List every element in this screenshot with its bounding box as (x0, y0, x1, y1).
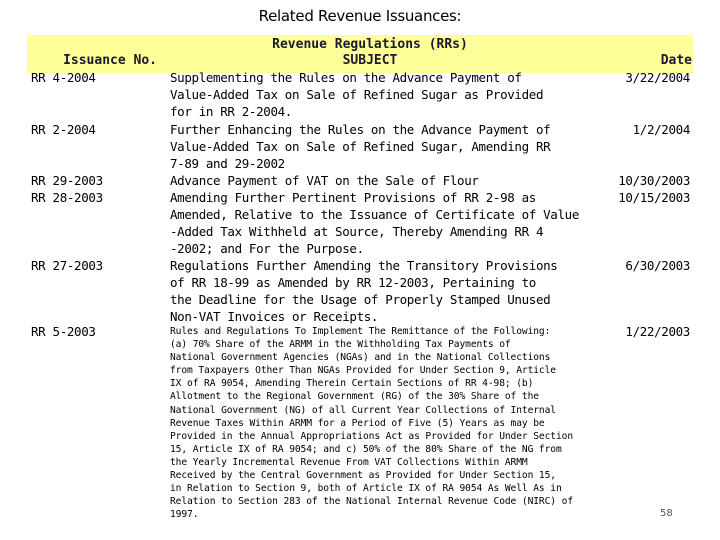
subject-line: Value-Added Tax on Sale of Refined Sugar, Amending RR (170, 139, 551, 154)
issuance-date: 3/22/2004 (625, 70, 690, 85)
page-title: Related Revenue Issuances: (258, 7, 462, 25)
subject-line: for in RR 2-2004. (170, 104, 292, 119)
subject-line: Advance Payment of VAT on the Sale of Flour (170, 173, 479, 188)
column-header-date: Date (660, 53, 692, 68)
subject-line: IX of RA 9054, Amending Therein Certain Sections of RR 4-98; (b) (170, 378, 534, 390)
subject-line: Amended, Relative to the Issuance of Certificate of Value (170, 207, 580, 222)
issuance-number: RR 28-2003 (31, 190, 103, 205)
subject-text (170, 121, 580, 172)
subject-line: Received by the Central Government as Provided for Under Section 15, (170, 470, 556, 482)
subject-line: Further Enhancing the Rules on the Advance Payment of (170, 122, 551, 137)
subject-line: Provided in the Annual Appropriations Act as Provided for Under Section (170, 430, 573, 442)
subject-line: Allotment to the Regional Government (RG) of the 30% Share of the (170, 391, 539, 403)
subject-line: of RR 18-99 as Amended by RR 12-2003, Pertaining to (170, 275, 536, 290)
subject-line: Value-Added Tax on Sale of Refined Sugar as Provided (170, 87, 544, 102)
issuance-date: 10/30/2003 (618, 173, 690, 188)
subject-line: -Added Tax Withheld at Source, Thereby Amending RR 4 (170, 224, 544, 239)
subject-line: Supplementing the Rules on the Advance Payment of (170, 70, 522, 85)
subject-line: the Yearly Incremental Revenue From VAT Collections Within ARMM (170, 456, 528, 468)
subject-line: the Deadline for the Usage of Properly Stamped Unused (170, 292, 551, 307)
issuance-date: 6/30/2003 (625, 258, 690, 273)
issuance-date: 1/2/2004 (632, 122, 690, 137)
subject-text (170, 172, 580, 189)
subject-line: Rules and Regulations To Implement The Remittance of the Following: (170, 326, 551, 337)
subject-line: 15, Article IX of RA 9054; and c) 50% of the 80% Share of the NG from (170, 443, 562, 455)
subject-line: from Taxpayers Other Than NGAs Provided for Under Section 9, Article (170, 365, 556, 377)
subject-text (170, 325, 580, 521)
subject-line: 7-89 and 29-2002 (170, 156, 285, 171)
column-header-subject: SUBJECT (342, 53, 398, 68)
subject-line: Amending Further Pertinent Provisions of RR 2-98 as (170, 190, 536, 205)
column-header-issuance-no: Issuance No. (63, 53, 157, 68)
subject-line: Revenue Taxes Within ARMM for a Period of Five (5) Years as may be (170, 417, 545, 429)
subject-line: Relation to Section 283 of the National Internal Revenue Code (NIRC) of (170, 496, 573, 508)
subject-text (170, 257, 580, 325)
column-group-header: Revenue Regulations (RRs) (272, 37, 468, 52)
subject-line: Regulations Further Amending the Transitory Provisions (170, 258, 558, 273)
subject-line: in Relation to Section 9, both of Article IX of RA 9054 As Well As in (170, 483, 562, 495)
issuance-number: RR 29-2003 (31, 173, 103, 188)
issuance-number: RR 5-2003 (31, 324, 96, 339)
issuance-date: 1/22/2003 (625, 324, 690, 339)
subject-line: -2002; and For the Purpose. (170, 241, 364, 256)
subject-line: National Government (NG) of all Current Year Collections of Internal (170, 404, 556, 416)
issuance-date: 10/15/2003 (618, 190, 690, 205)
subject-line: Non-VAT Invoices or Receipts. (170, 309, 379, 324)
issuance-number: RR 2-2004 (31, 122, 96, 137)
subject-line: National Government Agencies (NGAs) and in the National Collections (170, 352, 551, 364)
subject-line: 1997. (170, 509, 199, 521)
subject-text (170, 189, 580, 257)
page-number: 58 (660, 508, 673, 519)
subject-line: (a) 70% Share of the ARMM in the Withholding Tax Payments of (170, 339, 511, 351)
issuance-number: RR 27-2003 (31, 258, 103, 273)
subject-text (170, 69, 580, 120)
issuance-number: RR 4-2004 (31, 70, 96, 85)
